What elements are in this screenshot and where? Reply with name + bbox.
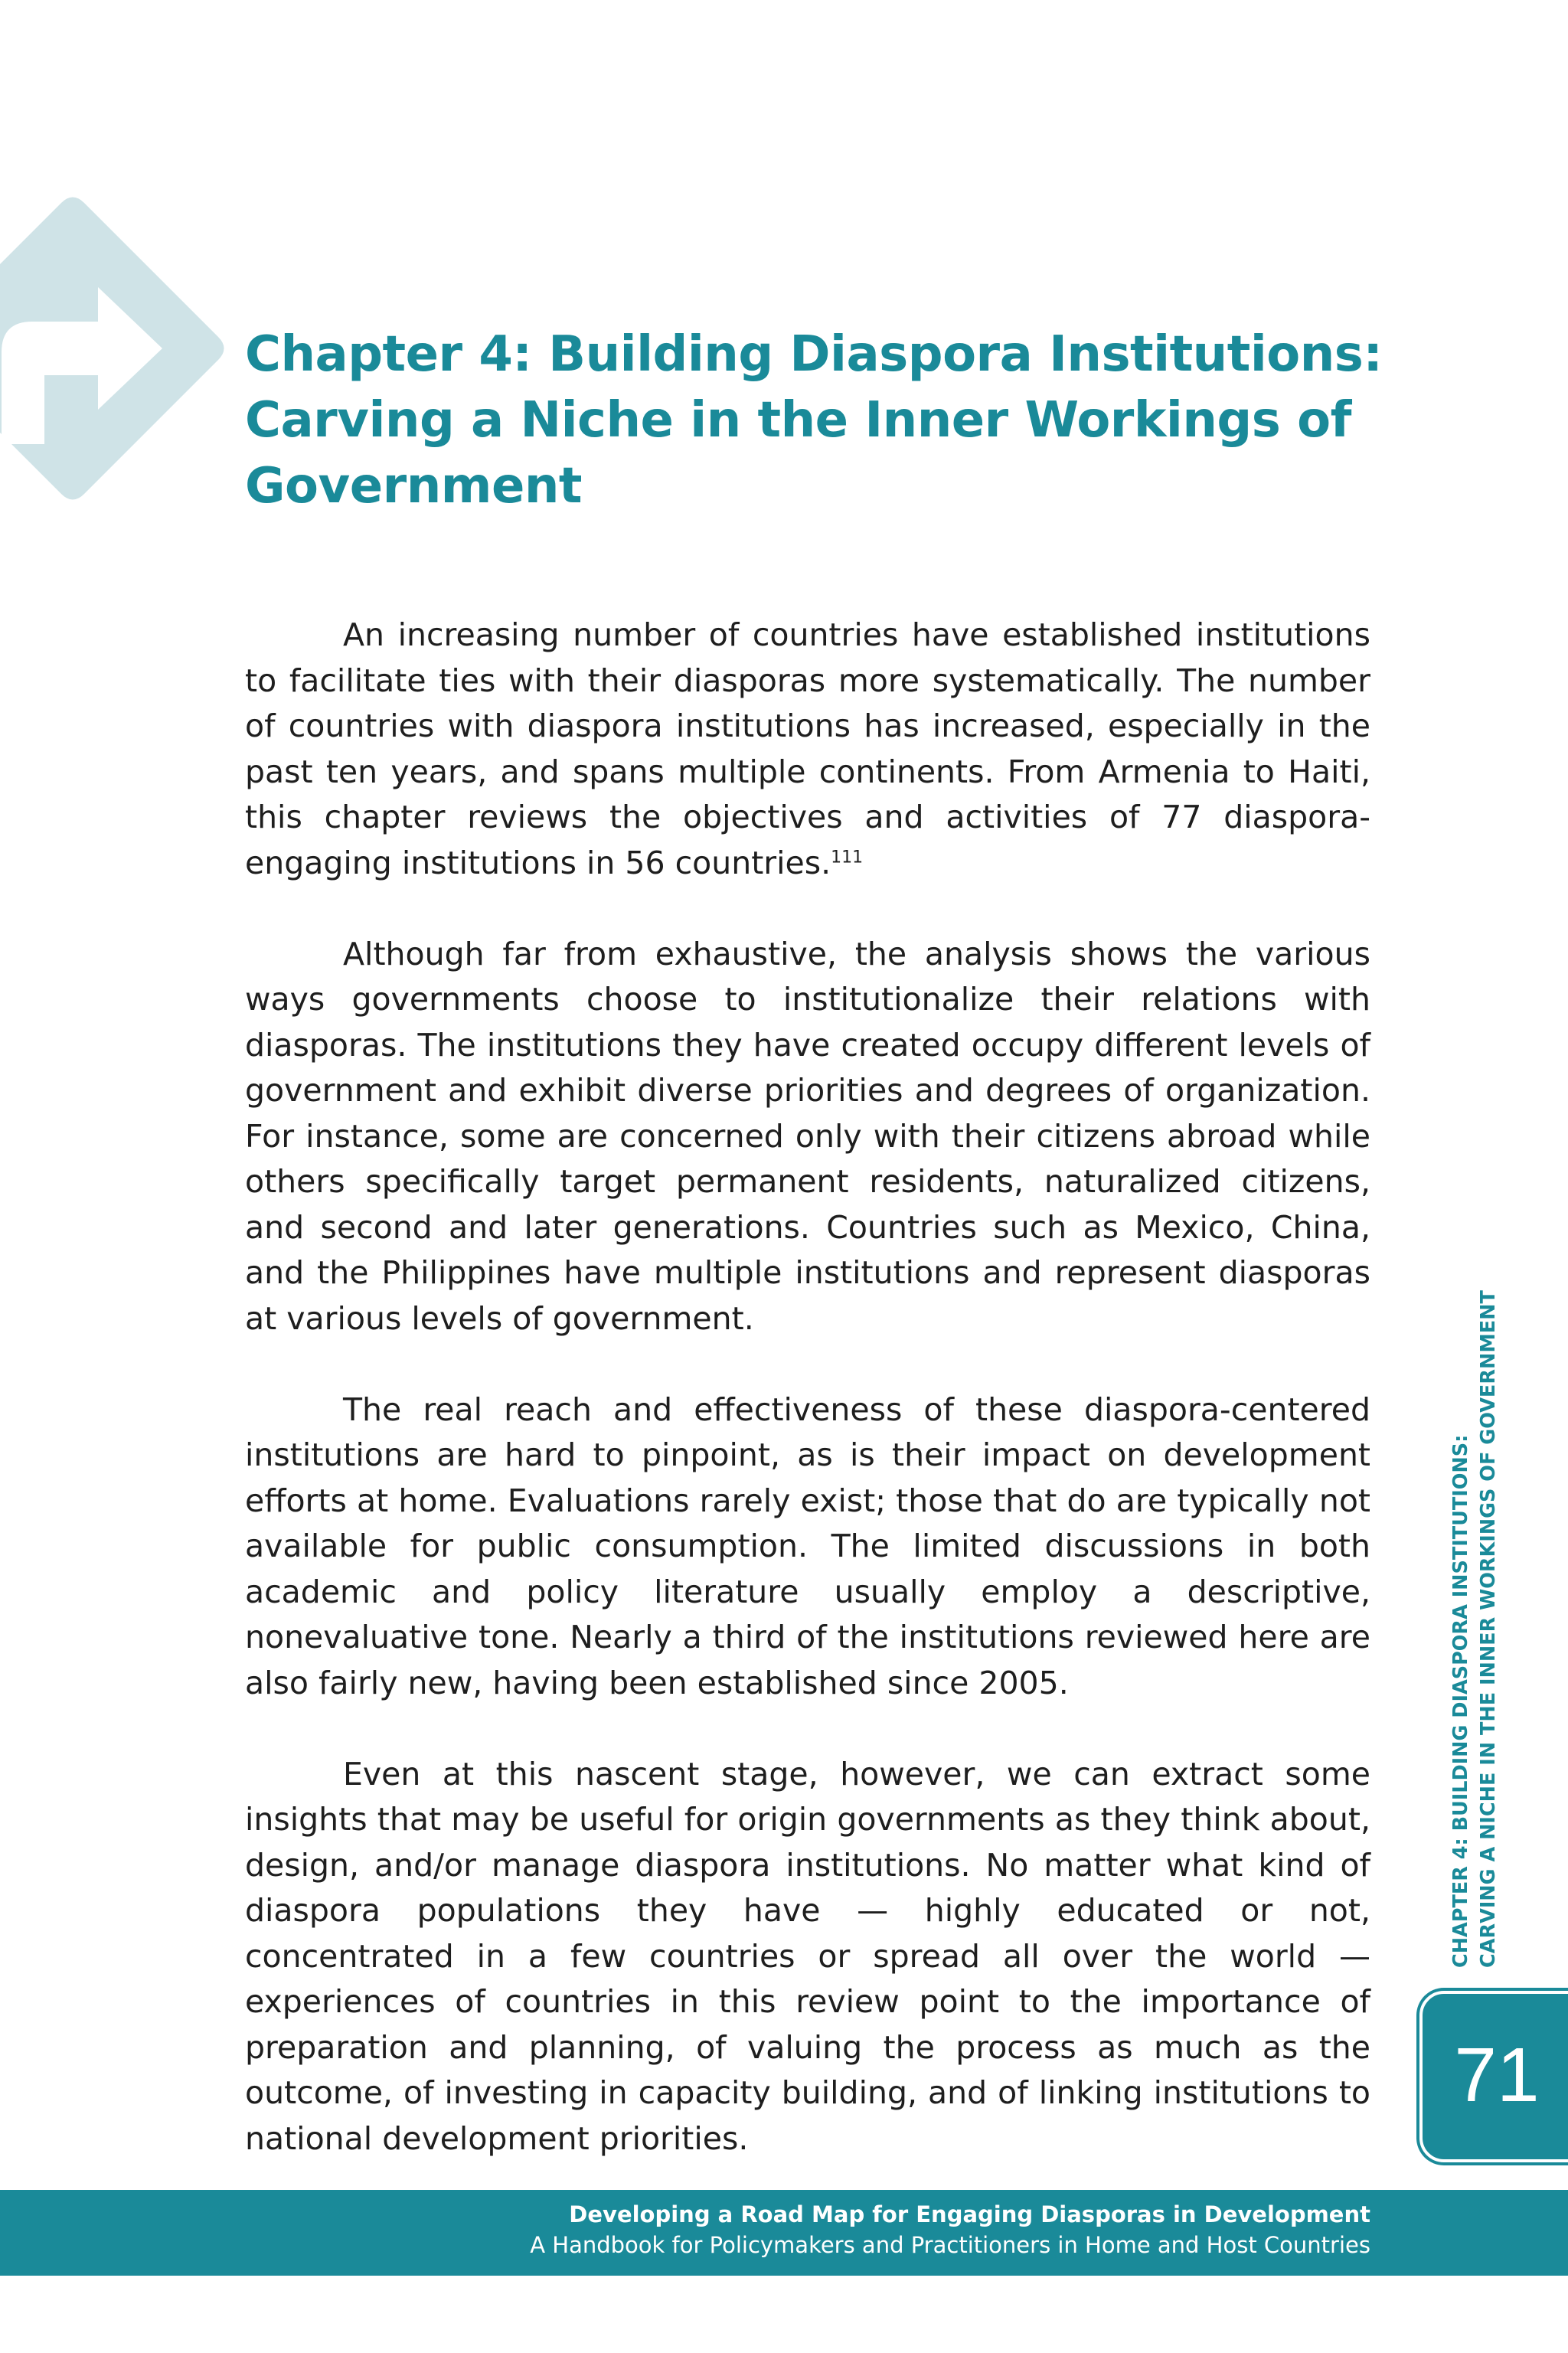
body-text bbox=[245, 613, 1370, 2208]
chapter-title-line-2: Carving a Niche in the Inner Workings of bbox=[245, 392, 1351, 449]
chapter-title-line-3: Government bbox=[245, 458, 582, 515]
side-running-head-line-1: CHAPTER 4: BUILDING DIASPORA INSTITUTIONS: bbox=[1449, 1434, 1472, 1968]
footer-title: Developing a Road Map for Engaging Diasporas in Development bbox=[569, 2201, 1370, 2227]
paragraph-1-text: An increasing number of countries have established institutions to facilitate ties with their diasporas more systematically. The number of countries with diaspora institutions has increased, especially in the past ten years, and spans multiple continents. From Armenia to Haiti, this chapter reviews the objectives and activities of 77 diaspora-engaging institutions in 56 countries. bbox=[245, 616, 1370, 881]
side-running-head-line-2: CARVING A NICHE IN THE INNER WORKINGS OF GOVERNMENT bbox=[1477, 1290, 1500, 1968]
chapter-title-line-1: Chapter 4: Building Diaspora Institutions: bbox=[245, 326, 1383, 383]
turn-right-arrow-icon bbox=[0, 191, 230, 528]
side-running-head bbox=[1447, 1290, 1502, 1968]
page-number: 71 bbox=[1454, 2032, 1540, 2118]
footnote-ref[interactable]: 111 bbox=[831, 847, 864, 867]
paragraph-1 bbox=[245, 613, 1370, 886]
chapter-title bbox=[245, 322, 1393, 519]
paragraph-3: The real reach and effectiveness of these diaspora-centered institutions are hard to pinpoint, as is their impact on development efforts at home. Evaluations rarely exist; those that do are typically not available for public consumption. The limited discussions in both academic and policy literature usually employ a descriptive, nonevaluative tone. Nearly a third of the institutions reviewed here are also fairly new, having been established since 2005. bbox=[245, 1391, 1370, 1701]
paragraph-4: Even at this nascent stage, however, we can extract some insights that may be useful for origin governments as they think about, design, and/or manage diaspora institutions. No matter what kind of diaspora populations they have — highly educated or not, concentrated in a few countries or spread all over the world — experiences of countries in this review point to the importance of preparation and planning, of valuing the process as much as the outcome, of investing in capacity building, and of linking institutions to national development priorities. bbox=[245, 1755, 1370, 2157]
paragraph-2: Although far from exhaustive, the analysis shows the various ways governments choose to institutionalize their relations with diasporas. The institutions they have created occupy different levels of government and exhibit diverse priorities and degrees of organization. For instance, some are concerned only with their citizens abroad while others specifically target permanent residents, naturalized citizens, and second and later generations. Countries such as Mexico, China, and the Philippines have multiple institutions and represent diasporas at various levels of government. bbox=[245, 935, 1370, 1337]
footer-subtitle: A Handbook for Policymakers and Practitioners in Home and Host Countries bbox=[530, 2232, 1370, 2258]
